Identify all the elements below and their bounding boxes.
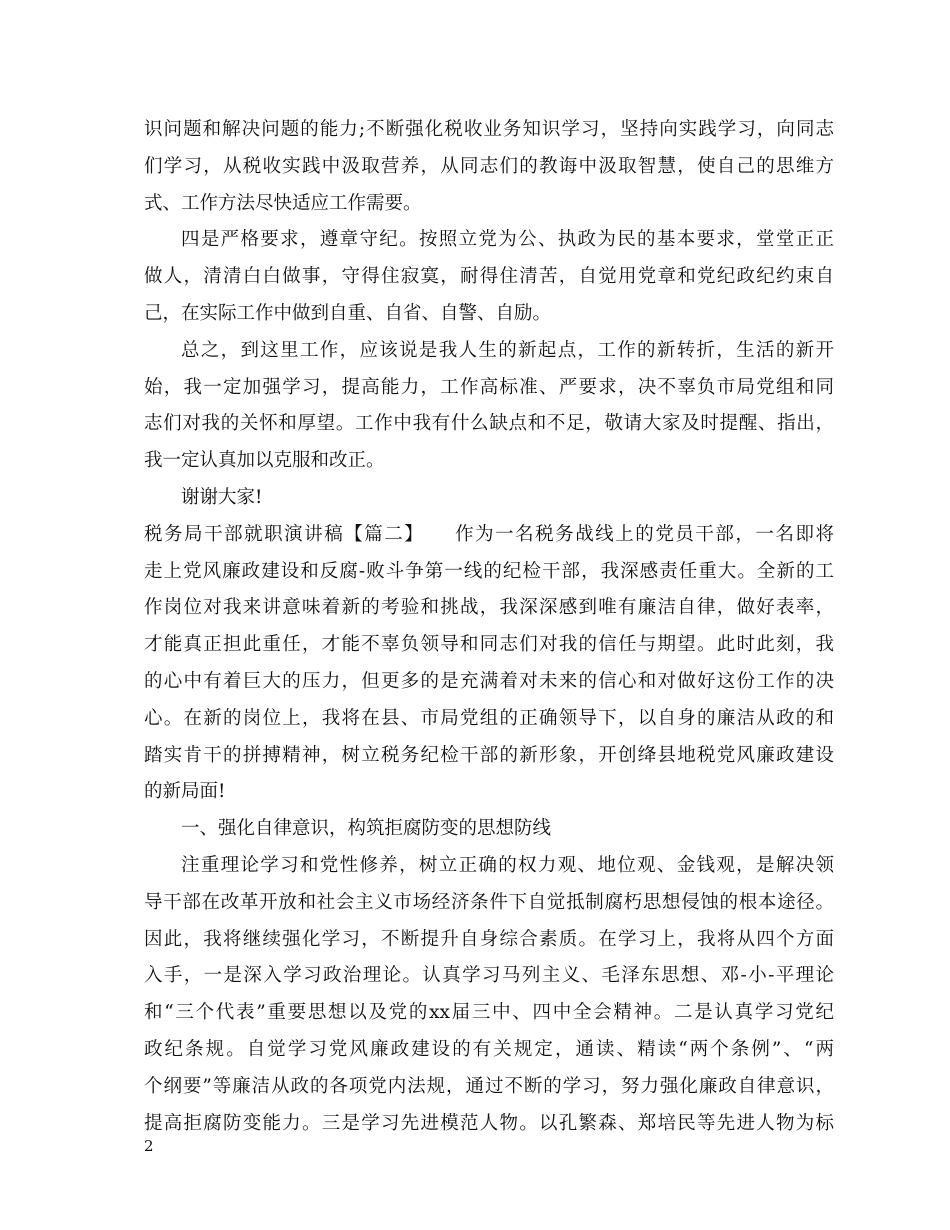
text-line: 入手，一是深入学习政治理论。认真学习马列主义、毛泽东思想、邓-小-平理论 (144, 965, 834, 987)
text-line: 总之，到这里工作，应该说是我人生的新起点，工作的新转折，生活的新开 (181, 339, 834, 361)
text-line: 导干部在改革开放和社会主义市场经济条件下自觉抵制腐朽思想侵蚀的根本途径。 (144, 891, 834, 913)
text-line: 我一定认真加以克服和改正。 (144, 450, 385, 472)
text-line: 注重理论学习和党性修养，树立正确的权力观、地位观、金钱观，是解决领 (181, 854, 834, 876)
text-line: 们学习，从税收实践中汲取营养，从同志们的教诲中汲取智慧，使自己的思维方 (144, 155, 834, 177)
text-line: 做人，清清白白做事，守得住寂寞，耐得住清苦，自觉用党章和党纪政纪约束自 (144, 266, 834, 288)
section-heading-line: 税务局干部就职演讲稿【篇二】 作为一名税务战线上的党员干部，一名即将 (144, 523, 834, 545)
text-line: 才能真正担此重任，才能不辜负领导和同志们对我的信任与期望。此时此刻，我 (144, 634, 834, 656)
text-line: 和“三个代表”重要思想以及党的xx届三中、四中全会精神。二是认真学习党纪 (144, 1002, 834, 1024)
text-line: 政纪条规。自觉学习党风廉政建设的有关规定，通读、精读“两个条例”、“两 (144, 1038, 834, 1060)
text-line: 志们对我的关怀和厚望。工作中我有什么缺点和不足，敬请大家及时提醒、指出， (144, 413, 834, 435)
text-line: 的心中有着巨大的压力，但更多的是充满着对未来的信心和对做好这份工作的决 (144, 670, 834, 692)
page-number: 2 (144, 1137, 154, 1155)
subheading-line: 一、强化自律意识，构筑拒腐防变的思想防线 (181, 818, 552, 840)
text-line: 的新局面! (144, 781, 226, 803)
text-line: 走上党风廉政建设和反腐-败斗争第一线的纪检干部，我深感责任重大。全新的工 (144, 560, 834, 582)
text-line: 式、工作方法尽快适应工作需要。 (144, 192, 422, 214)
text-line: 识问题和解决问题的能力;不断强化税收业务知识学习，坚持向实践学习，向同志 (144, 119, 834, 140)
text-line: 始，我一定加强学习，提高能力，工作高标准、严要求，决不辜负市局党组和同 (144, 376, 834, 398)
text-line: 作岗位对我来讲意味着新的考验和挑战，我深深感到唯有廉洁自律，做好表率， (144, 597, 834, 619)
text-line: 己，在实际工作中做到自重、自省、自警、自励。 (144, 302, 552, 324)
body-text (144, 112, 834, 1142)
text-line: 谢谢大家! (181, 486, 263, 508)
text-line: 四是严格要求，遵章守纪。按照立党为公、执政为民的基本要求，堂堂正正 (181, 229, 834, 251)
text-line: 心。在新的岗位上，我将在县、市局党组的正确领导下，以自身的廉洁从政的和 (144, 707, 834, 729)
text-line: 踏实肯干的拼搏精神，树立税务纪检干部的新形象，开创绛县地税党风廉政建设 (144, 744, 834, 766)
text-line: 提高拒腐防变能力。三是学习先进模范人物。以孔繁森、郑培民等先进人物为标 (144, 1112, 834, 1134)
text-line: 因此，我将继续强化学习，不断提升自身综合素质。在学习上，我将从四个方面 (144, 928, 834, 950)
text-line: 个纲要”等廉洁从政的各项党内法规，通过不断的学习，努力强化廉政自律意识， (144, 1075, 834, 1097)
